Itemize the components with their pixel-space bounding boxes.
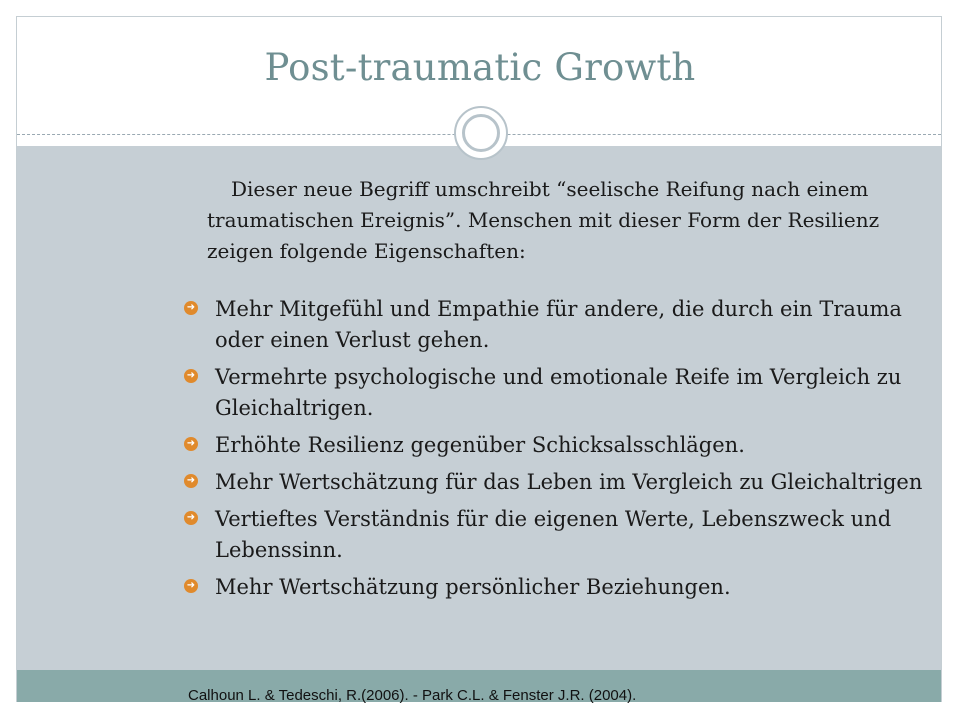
ring-inner bbox=[462, 114, 500, 152]
ring-ornament-icon bbox=[454, 106, 508, 160]
arrow-circle-icon: ➜ bbox=[184, 437, 198, 451]
arrow-circle-icon: ➜ bbox=[184, 579, 198, 593]
bullet-text: Mehr Mitgefühl und Empathie für andere, die durch ein Trauma oder einen Verlust gehen. bbox=[215, 297, 902, 352]
bullet-text: Vermehrte psychologische und emotionale Reife im Vergleich zu Gleichaltrigen. bbox=[215, 365, 902, 420]
arrow-circle-icon: ➜ bbox=[184, 474, 198, 488]
bullet-text: Erhöhte Resilienz gegenüber Schicksalsschlägen. bbox=[215, 433, 745, 457]
arrow-circle-icon: ➜ bbox=[184, 301, 198, 315]
bullet-text: Vertieftes Verständnis für die eigenen Werte, Lebenszweck und Lebenssinn. bbox=[215, 507, 892, 562]
arrow-circle-icon: ➜ bbox=[184, 511, 198, 525]
slide-title: Post-traumatic Growth bbox=[264, 46, 696, 89]
bullet-item bbox=[184, 294, 924, 356]
bullet-item bbox=[184, 362, 924, 424]
bullet-item bbox=[184, 572, 924, 603]
citation: Calhoun L. & Tedeschi, R.(2006). - Park C.L. & Fenster J.R. (2004). bbox=[188, 687, 637, 704]
bullet-text: Mehr Wertschätzung für das Leben im Vergleich zu Gleichaltrigen bbox=[215, 470, 923, 494]
bullet-list bbox=[184, 294, 924, 609]
bullet-text: Mehr Wertschätzung persönlicher Beziehungen. bbox=[215, 575, 731, 599]
intro-paragraph: Dieser neue Begriff umschreibt “seelische Reifung nach einem traumatischen Ereignis”. Menschen mit dieser Form der Resilienz zeigen folgende Eigenschaften: bbox=[207, 177, 880, 263]
bullet-item bbox=[184, 504, 924, 566]
arrow-circle-icon: ➜ bbox=[184, 369, 198, 383]
bullet-item bbox=[184, 467, 924, 498]
bullet-item bbox=[184, 430, 924, 461]
